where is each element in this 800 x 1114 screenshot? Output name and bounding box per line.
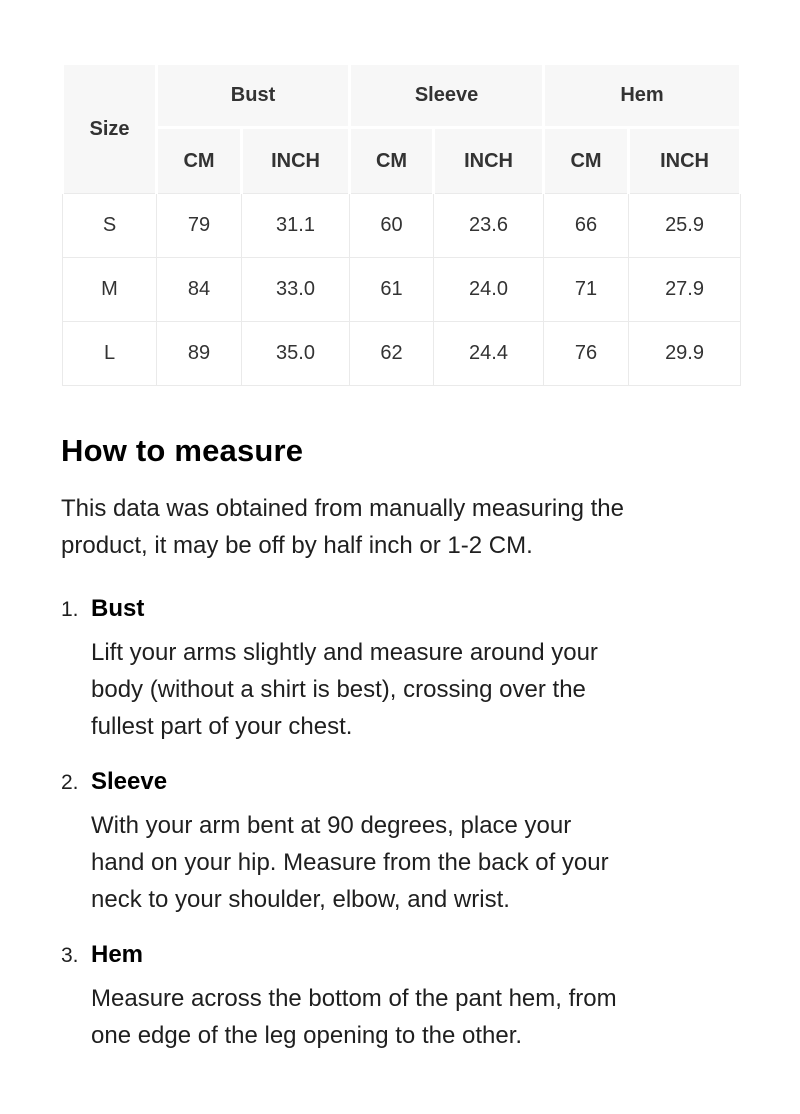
- table-cell: 33.0: [242, 258, 350, 322]
- table-cell: 35.0: [242, 322, 350, 386]
- table-cell: 89: [157, 322, 242, 386]
- section-title: How to measure: [61, 433, 304, 468]
- table-cell: 29.9: [629, 322, 741, 386]
- table-cell: 60: [350, 194, 434, 258]
- description-line: hand on your hip. Measure from the back of your: [91, 849, 609, 876]
- description-line: fullest part of your chest.: [91, 713, 353, 740]
- description-line: With your arm bent at 90 degrees, place your: [91, 812, 572, 839]
- intro-line: This data was obtained from manually measuring the: [61, 495, 624, 522]
- intro-paragraph: [61, 490, 739, 564]
- table-cell: 24.0: [434, 258, 544, 322]
- step-number: 1.: [61, 598, 79, 621]
- table-cell: 79: [157, 194, 242, 258]
- table-cell: 76: [544, 322, 629, 386]
- table-cell: 62: [350, 322, 434, 386]
- unit-header-sleeve-inch: INCH: [434, 128, 544, 194]
- table-row-l: [63, 322, 741, 386]
- step-description: [91, 807, 739, 918]
- size-label: S: [63, 194, 157, 258]
- list-item-sleeve: [61, 768, 739, 918]
- table-cell: 71: [544, 258, 629, 322]
- table-cell: 61: [350, 258, 434, 322]
- measure-steps-list: [61, 595, 739, 1054]
- step-number: 3.: [61, 944, 79, 967]
- description-line: Lift your arms slightly and measure around your: [91, 639, 598, 666]
- step-title: Sleeve: [91, 768, 168, 795]
- description-line: body (without a shirt is best), crossing over the: [91, 676, 586, 703]
- unit-header-sleeve-cm: CM: [350, 128, 434, 194]
- list-item-bust: [61, 595, 739, 745]
- table-row-m: [63, 258, 741, 322]
- table-row-s: [63, 194, 741, 258]
- list-item-hem: [61, 941, 739, 1054]
- description-line: neck to your shoulder, elbow, and wrist.: [91, 886, 510, 913]
- unit-header-bust-cm: CM: [157, 128, 242, 194]
- table-cell: 23.6: [434, 194, 544, 258]
- unit-header-hem-inch: INCH: [629, 128, 741, 194]
- step-description: [91, 634, 739, 745]
- table-cell: 25.9: [629, 194, 741, 258]
- table-cell: 24.4: [434, 322, 544, 386]
- description-line: Measure across the bottom of the pant hem, from: [91, 985, 617, 1012]
- step-heading: [61, 595, 739, 623]
- table-cell: 31.1: [242, 194, 350, 258]
- column-header-size: Size: [63, 64, 157, 194]
- table-cell: 84: [157, 258, 242, 322]
- column-group-bust: Bust: [157, 64, 350, 128]
- size-chart-table: [61, 62, 742, 386]
- size-label: L: [63, 322, 157, 386]
- step-title: Bust: [91, 595, 145, 622]
- table-cell: 66: [544, 194, 629, 258]
- step-heading: [61, 941, 739, 969]
- unit-header-bust-inch: INCH: [242, 128, 350, 194]
- step-description: [91, 980, 739, 1054]
- description-line: one edge of the leg opening to the other.: [91, 1022, 523, 1049]
- step-title: Hem: [91, 941, 144, 968]
- size-label: M: [63, 258, 157, 322]
- column-group-sleeve: Sleeve: [350, 64, 544, 128]
- unit-header-hem-cm: CM: [544, 128, 629, 194]
- column-group-hem: Hem: [544, 64, 741, 128]
- step-heading: [61, 768, 739, 796]
- intro-line: product, it may be off by half inch or 1-2 CM.: [61, 532, 533, 559]
- table-cell: 27.9: [629, 258, 741, 322]
- step-number: 2.: [61, 771, 79, 794]
